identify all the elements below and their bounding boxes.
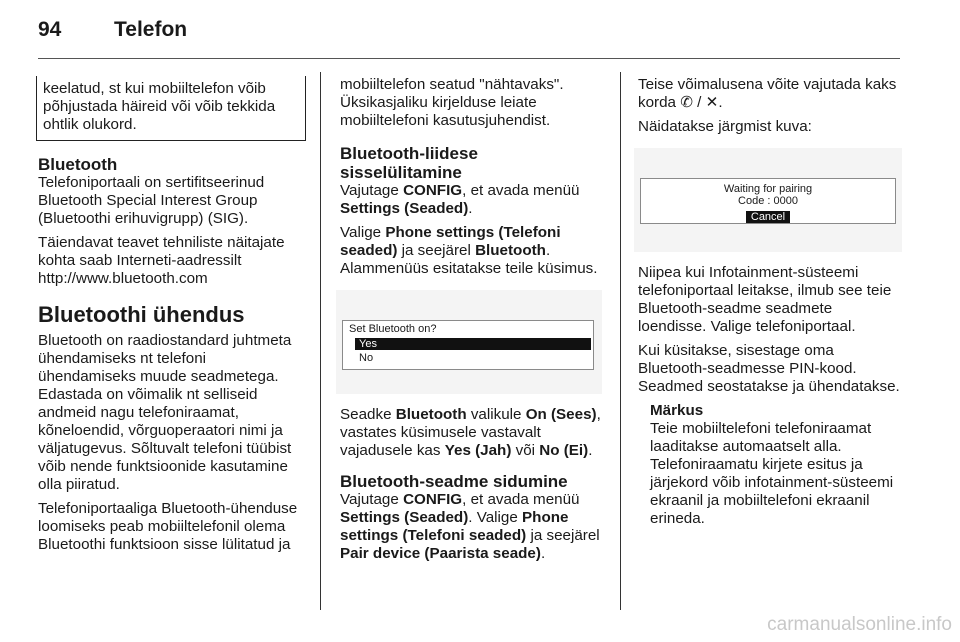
column-middle — [340, 76, 602, 569]
section-heading-bluetooth: Bluetooth — [38, 155, 118, 174]
screen-waiting-pairing — [634, 148, 902, 252]
watermark: carmanualsonline.info — [767, 614, 952, 635]
paragraph: Kui küsitakse, sisestage oma Bluetooth-seadmesse PIN-kood. Seadmed seostatakse ja ühendatakse. — [638, 342, 900, 395]
section-heading-interface: Bluetooth-liidese sisselülitamine — [340, 144, 478, 182]
paragraph: Teise võimalusena võite vajutada kaks korda ✆ / ✕. — [638, 76, 897, 111]
paragraph: Näidatakse järgmist kuva: — [638, 118, 812, 135]
paragraph: Valige Phone settings (Telefoni seaded) ja seejärel Bluetooth. — [340, 224, 561, 259]
column-divider — [620, 72, 621, 610]
dialog-panel — [640, 178, 896, 224]
screen-set-bluetooth — [336, 290, 602, 394]
paragraph: mobiiltelefon seatud "nähtavaks". Üksikasjaliku kirjelduse leiate mobiiltelefoni kasutusjuhendist. — [340, 76, 564, 129]
section-heading-pairing: Bluetooth-seadme sidumine — [340, 472, 568, 491]
note-title: Märkus — [650, 402, 704, 419]
option-yes-selected: Yes — [355, 338, 591, 350]
paragraph: Niipea kui Infotainment-süsteemi telefoniportaal leitakse, ilmub see teie Bluetooth-seadme seadmete loendisse. Valige telefoniportaal. — [638, 264, 892, 335]
paragraph: Täiendavat teavet tehniliste näitajate kohta saab Interneti-aadressilt http://www.bluetooth.com — [38, 234, 285, 287]
mute-icon: ✕ — [705, 94, 719, 111]
column-right — [638, 76, 902, 528]
dialog-line-code: Code : 0000 — [738, 195, 798, 207]
page-number: 94 — [38, 18, 62, 41]
paragraph: Telefoniportaali on sertifitseerinud Bluetooth Special Interest Group (Bluetoothi erihuvigrupp) (SIG). — [38, 174, 265, 227]
paragraph: Alammenüüs esitatakse teile küsimus. — [340, 260, 598, 277]
warning-box — [36, 76, 306, 141]
paragraph: Seadke Bluetooth valikule On (Sees), vastates küsimusele vastavalt vajadusele kas Yes (Jah) või No (Ei). — [340, 406, 601, 459]
paragraph: Vajutage CONFIG, et avada menüü Settings (Seaded). — [340, 182, 580, 217]
header-rule — [38, 58, 900, 59]
cancel-button: Cancel — [746, 211, 790, 223]
warning-text: keelatud, st kui mobiiltelefon võib põhjustada häireid või võib tekkida ohtlik olukord. — [43, 80, 276, 133]
paragraph: Vajutage CONFIG, et avada menüü Settings (Seaded). Valige Phone settings (Telefoni seaded) ja seejärel Pair device (Paarista seade). — [340, 491, 600, 562]
option-no: No — [359, 352, 374, 364]
paragraph: Bluetooth on raadiostandard juhtmeta ühendamiseks nt telefoni ühendamiseks muude seadmetega. Edastada on võimalik nt selliseid andmeid nagu telefoniraamat, kõneloendid, võrguoperaatori nimi ja väljatugevus. Sõltuvalt telefoni tüübist võib nende funktsioonide kasutamine olla piiratud. — [38, 332, 292, 493]
section-heading-connection: Bluetoothi ühendus — [38, 302, 245, 327]
dialog-title: Set Bluetooth on? — [349, 323, 437, 335]
dialog-panel — [342, 320, 594, 370]
page-header — [38, 18, 187, 42]
paragraph: Telefoniportaaliga Bluetooth-ühenduse loomiseks peab mobiiltelefonil olema Bluetoothi funktsioon sisse lülitatud ja — [38, 500, 298, 553]
column-left — [38, 76, 306, 560]
chapter-title: Telefon — [114, 18, 188, 41]
dialog-line-waiting: Waiting for pairing — [723, 183, 813, 195]
column-divider — [320, 72, 321, 610]
note-body: Teie mobiiltelefoni telefoniraamat laaditakse automaatselt alla. Telefoniraamatu kirjete esitus ja järjekord võib infotainment-süsteemi ekraanil ja mobiiltelefoni ekraanil erineda. — [650, 420, 894, 527]
note-block — [638, 402, 902, 528]
phone-icon: ✆ — [680, 94, 693, 111]
